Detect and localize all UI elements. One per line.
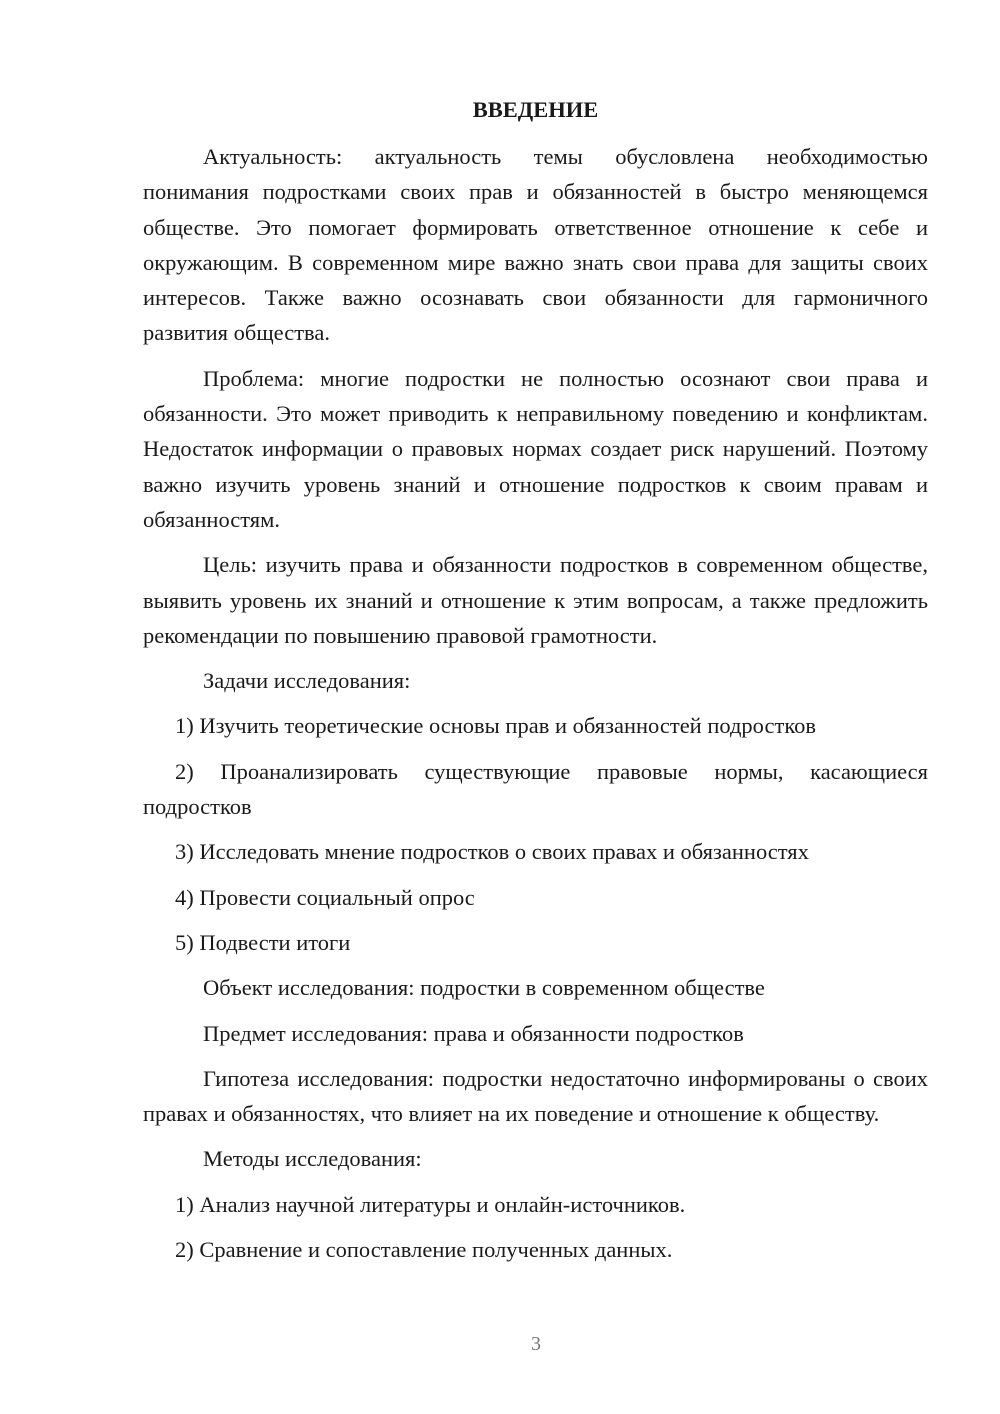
subject-paragraph: Предмет исследования: права и обязанности подростков — [203, 1020, 744, 1046]
tasks-heading: Задачи исследования: — [203, 668, 411, 694]
methods-heading: Методы исследования: — [203, 1146, 422, 1172]
document-page — [143, 92, 928, 1277]
task-item: 5) Подвести итоги — [175, 929, 351, 955]
hypothesis-paragraph: Гипотеза исследования: подростки недостаточно информированы о своих правах и обязанностях, что влияет на их поведение и отношение к обществу. — [143, 1065, 928, 1127]
section-heading: ВВЕДЕНИЕ — [472, 97, 599, 122]
task-item: 1) Изучить теоретические основы прав и обязанностей подростков — [175, 713, 816, 739]
problem-paragraph: Проблема: многие подростки не полностью осознают свои права и обязанности. Это может приводить к неправильному поведению и конфликтам. Недостаток информации о правовых нормах создает риск нарушений. Поэтому важно изучить уровень знаний и отношение подростков к своим правам и обязанностям. — [143, 365, 928, 532]
relevance-paragraph: Актуальность: актуальность темы обусловлена необходимостью понимания подростками своих прав и обязанностей в быстро меняющемся обществе. Это помогает формировать ответственное отношение к себе и окружающим. В современном мире важно знать свои права для защиты своих интересов. Также важно осознавать свои обязанности для гармоничного развития общества. — [143, 144, 928, 346]
page-number: 3 — [531, 1333, 541, 1355]
object-paragraph: Объект исследования: подростки в современном обществе — [203, 975, 765, 1001]
method-item: 2) Сравнение и сопоставление полученных данных. — [175, 1237, 673, 1263]
method-item: 1) Анализ научной литературы и онлайн-источников. — [175, 1191, 686, 1217]
task-item: 4) Провести социальный опрос — [175, 884, 475, 910]
task-item: 3) Исследовать мнение подростков о своих правах и обязанностях — [175, 839, 809, 865]
goal-paragraph: Цель: изучить права и обязанности подростков в современном обществе, выявить уровень их знаний и отношение к этим вопросам, а также предложить рекомендации по повышению правовой грамотности. — [143, 552, 928, 648]
task-item: 2) Проанализировать существующие правовые нормы, касающиеся подростков — [143, 758, 928, 820]
